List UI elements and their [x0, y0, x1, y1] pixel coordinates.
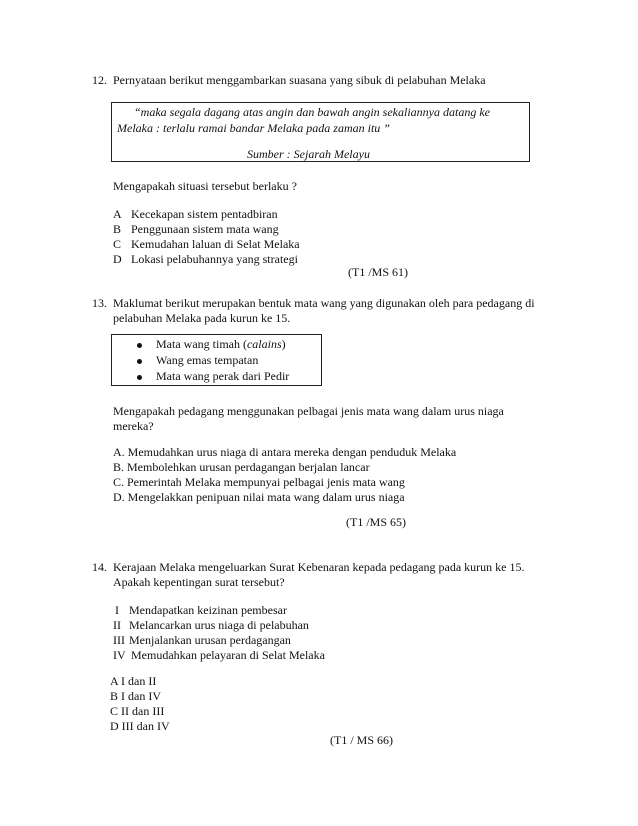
q12-option-letter: B	[113, 222, 122, 236]
q12-quote-box	[111, 102, 530, 162]
q14-option: A I dan II	[110, 674, 157, 688]
bullet-icon	[137, 343, 142, 348]
bullet-icon	[137, 375, 142, 380]
bullet-icon	[137, 359, 142, 364]
q12-quote-line2: Melaka : terlalu ramai bandar Melaka pada zaman itu ”	[117, 121, 390, 135]
q12-quote-line1: “maka segala dagang atas angin dan bawah angin sekaliannya datang ke	[134, 105, 490, 119]
q12-option-letter: C	[113, 237, 122, 251]
q14-statement-roman: II	[113, 618, 121, 632]
q12-quote-source: Sumber : Sejarah Melayu	[247, 147, 370, 161]
q14-statement-roman: III	[113, 633, 125, 647]
q13-bullet-item: Mata wang perak dari Pedir	[156, 369, 290, 383]
q14-statement-roman: IV	[113, 648, 126, 662]
q13-bullet-item: Wang emas tempatan	[156, 353, 259, 367]
q14-reference: (T1 / MS 66)	[330, 733, 393, 747]
q13-bullet-italic: calains	[246, 337, 282, 351]
q12-number: 12.	[92, 73, 107, 87]
q14-option: C II dan III	[110, 704, 165, 718]
q14-number: 14.	[92, 560, 107, 574]
q13-option: D. Mengelakkan penipuan nilai mata wang dalam urus niaga	[113, 490, 405, 504]
q12-stem: Pernyataan berikut menggambarkan suasana yang sibuk di pelabuhan Melaka	[113, 73, 486, 87]
q13-bullet-item	[156, 336, 286, 352]
q14-stem-line2: Apakah kepentingan surat tersebut?	[113, 575, 285, 589]
q14-stem-line1: Kerajaan Melaka mengeluarkan Surat Kebenaran kepada pedagang pada kurun ke 15.	[113, 560, 525, 574]
q13-stem-line2: pelabuhan Melaka pada kurun ke 15.	[113, 311, 291, 325]
q12-option-letter: D	[113, 252, 122, 266]
q14-statement-text: Melancarkan urus niaga di pelabuhan	[129, 618, 309, 632]
q13-info-box	[111, 334, 322, 386]
q14-statement-text: Menjalankan urusan perdagangan	[129, 633, 291, 647]
q12-question: Mengapakah situasi tersebut berlaku ?	[113, 179, 297, 193]
q14-option: B I dan IV	[110, 689, 161, 703]
q13-question-line1: Mengapakah pedagang menggunakan pelbagai jenis mata wang dalam urus niaga	[113, 404, 504, 418]
q14-statement-roman: I	[115, 603, 119, 617]
q13-option: A. Memudahkan urus niaga di antara mereka dengan penduduk Melaka	[113, 445, 457, 459]
q13-option: C. Pemerintah Melaka mempunyai pelbagai jenis mata wang	[113, 475, 405, 489]
q12-option-text: Kemudahan laluan di Selat Melaka	[131, 237, 300, 251]
q12-option-text: Kecekapan sistem pentadbiran	[131, 207, 278, 221]
q13-number: 13.	[92, 296, 107, 310]
q14-statement-text: Mendapatkan keizinan pembesar	[129, 603, 287, 617]
q14-option: D III dan IV	[110, 719, 170, 733]
q13-reference: (T1 /MS 65)	[346, 515, 406, 529]
q14-statement-text: Memudahkan pelayaran di Selat Melaka	[131, 648, 325, 662]
q13-option: B. Membolehkan urusan perdagangan berjalan lancar	[113, 460, 370, 474]
q13-stem-line1: Maklumat berikut merupakan bentuk mata wang yang digunakan oleh para pedagang di	[113, 296, 535, 310]
q12-option-letter: A	[113, 207, 122, 221]
q13-bullet-text: Mata wang timah (	[156, 337, 247, 351]
q13-question-line2: mereka?	[113, 419, 154, 433]
q12-reference: (T1 /MS 61)	[348, 265, 408, 279]
q12-option-text: Penggunaan sistem mata wang	[131, 222, 279, 236]
q12-option-text: Lokasi pelabuhannya yang strategi	[131, 252, 298, 266]
q13-bullet-tail: )	[281, 337, 286, 351]
